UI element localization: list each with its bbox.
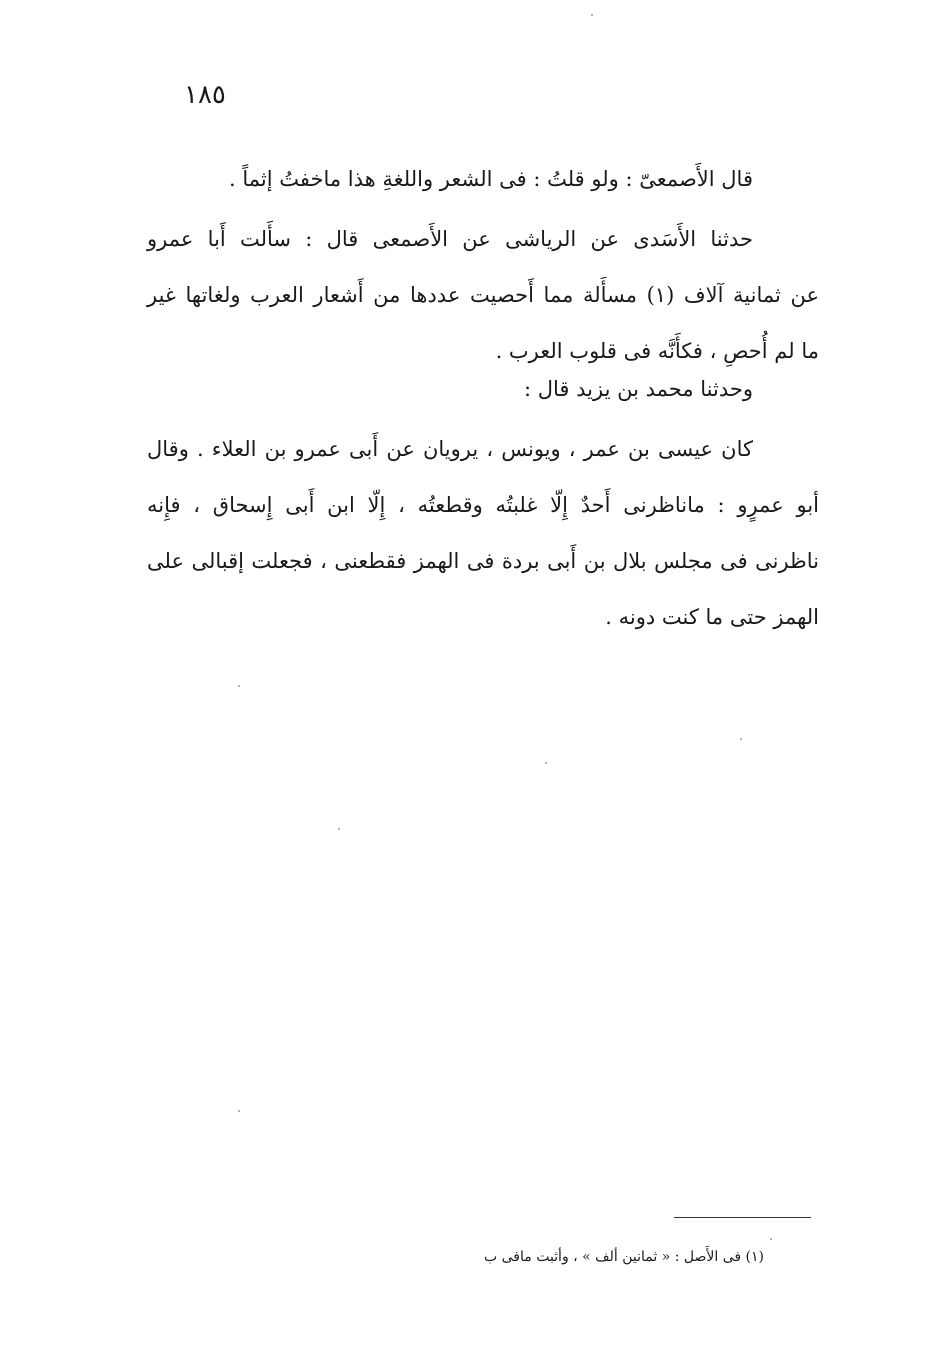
scan-speck xyxy=(591,14,593,16)
text-line: ما لم أُحصِ ، فكأَنَّه فى قلوب العرب . xyxy=(495,339,819,363)
footnote-divider xyxy=(674,1217,811,1218)
scan-speck xyxy=(238,685,240,687)
text-line: قال الأَصمعىّ : ولو قلتُ : فى الشعر واللغةِ هذا ماخفتُ إثماً . xyxy=(228,167,753,191)
text-line: كان عيسى بن عمر ، ويونس ، يرويان عن أَبى عمرو بن العلاء . وقال xyxy=(147,437,753,461)
text-line: ناظرنى فى مجلس بلال بن أَبى بردة فى الهمز فقطعنى ، فجعلت إقبالى على xyxy=(147,549,819,573)
paragraph-2 xyxy=(147,211,819,379)
paragraph-1 xyxy=(147,151,819,207)
scan-speck xyxy=(338,828,340,830)
text-line: حدثنا الأَسَدى عن الرياشى عن الأَصمعى قال : سأَلت أَبا عمرو xyxy=(147,227,753,251)
footnote: (١) فى الأَصل : « ثمانين ألف » ، وأثبت مافى ب xyxy=(483,1249,764,1265)
paragraph-3 xyxy=(147,361,819,417)
scan-speck xyxy=(238,1110,240,1112)
text-line: أبو عمرٍو : ماناظرنى أَحدٌ إِلّا غلبتُه وقطعتُه ، إِلّا ابن أَبى إِسحاق ، فإِنه xyxy=(147,493,819,517)
text-line: وحدثنا محمد بن يزيد قال : xyxy=(524,377,753,401)
text-line: الهمز حتى ما كنت دونه . xyxy=(605,605,819,629)
scan-speck xyxy=(740,738,742,740)
page-number: ١٨٥ xyxy=(184,80,226,110)
paragraph-4 xyxy=(147,421,819,645)
scan-speck xyxy=(770,1238,772,1240)
scan-speck xyxy=(545,762,547,764)
text-line: عن ثمانية آلاف (١) مسأَلة مما أَحصيت عددها من أَشعار العرب ولغاتها غير xyxy=(147,283,819,307)
